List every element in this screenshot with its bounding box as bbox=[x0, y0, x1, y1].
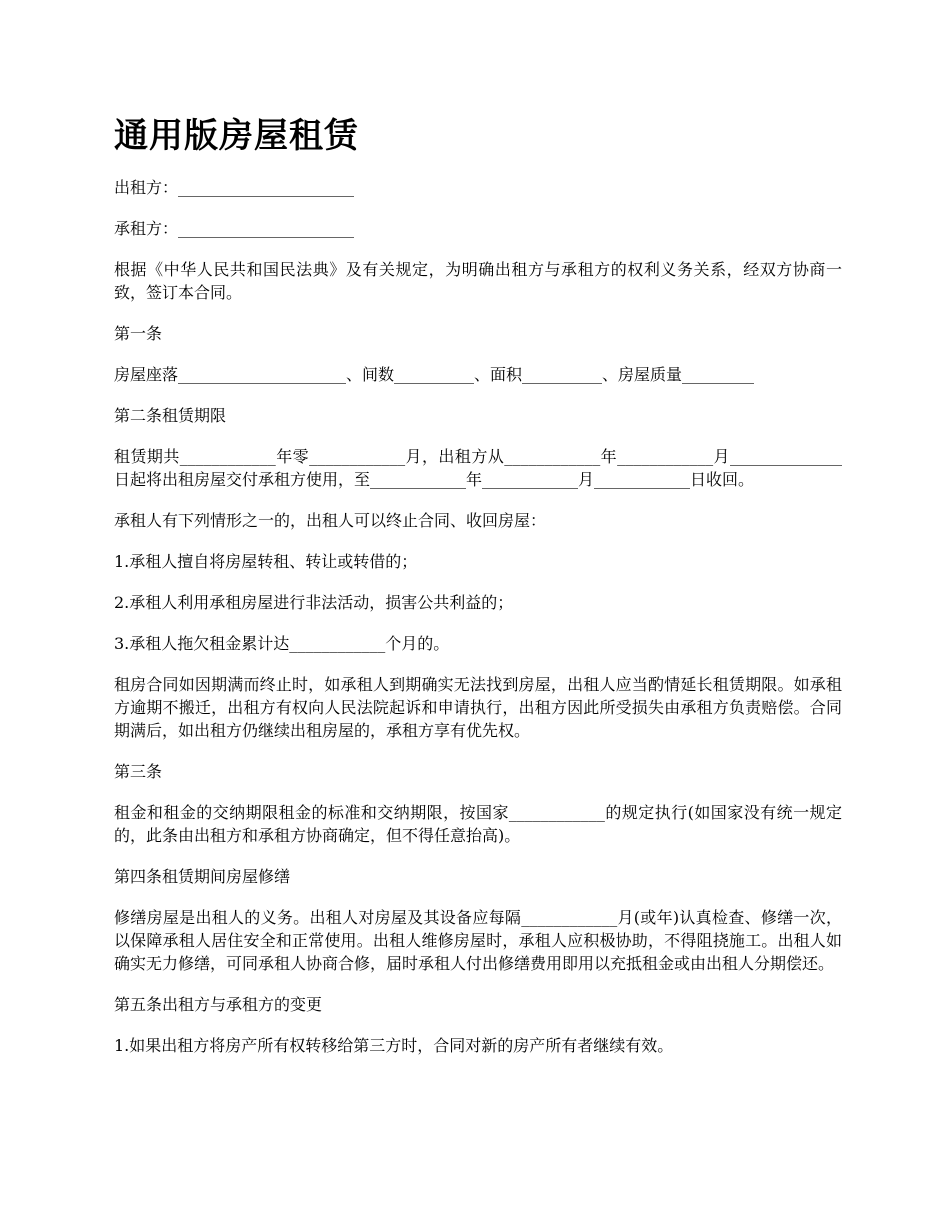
termination-intro: 承租人有下列情形之一的，出租人可以终止合同、收回房屋： bbox=[114, 511, 547, 530]
article-4-body: 修缮房屋是出租人的义务。出租人对房屋及其设备应每隔____________月(或年)认真检查、修缮一次，以保障承租人居住安全和正常使用。出租人维修房屋时，承租人应积极协助，不得阻挠施工。出租人如确实无力修缮，可同承租人协商合修，届时承租人付出修缮费用即用以充抵租金或由出租人分期偿还。 bbox=[114, 908, 842, 973]
article-3-heading: 第三条 bbox=[114, 762, 163, 781]
preamble-paragraph: 根据《中华人民共和国民法典》及有关规定，为明确出租方与承租方的权利义务关系，经双方协商一致，签订本合同。 bbox=[114, 260, 842, 302]
termination-item-1: 1.承租人擅自将房屋转租、转让或转借的； bbox=[114, 552, 418, 571]
termination-item-3: 3.承租人拖欠租金累计达____________个月的。 bbox=[114, 634, 450, 653]
article-3-body: 租金和租金的交纳期限租金的标准和交纳期限，按国家____________的规定执行(如国家没有统一规定的，此条由出租方和承租方协商确定，但不得任意抬高)。 bbox=[114, 803, 842, 845]
document-title: 通用版房屋租赁 bbox=[114, 116, 359, 156]
article-2-heading: 第二条租赁期限 bbox=[114, 406, 227, 425]
lessor-line: 出租方：______________________ bbox=[114, 178, 355, 197]
article-2-body: 租赁期共____________年零____________月，出租方从____________年____________月______________日起将出租房屋交付承租方使用，至____________年____________月____________日收回。 bbox=[114, 447, 842, 489]
expiry-paragraph: 租房合同如因期满而终止时，如承租人到期确实无法找到房屋，出租人应当酌情延长租赁期限。如承租方逾期不搬迁，出租方有权向人民法院起诉和申请执行，出租方因此所受损失由承租方负责赔偿。合同期满后，如出租方仍继续出租房屋的，承租方享有优先权。 bbox=[114, 675, 842, 740]
lessee-line: 承租方：______________________ bbox=[114, 219, 355, 238]
article-1-heading: 第一条 bbox=[114, 324, 163, 343]
article-5-item-1: 1.如果出租方将房产所有权转移给第三方时，合同对新的房产所有者继续有效。 bbox=[114, 1036, 674, 1055]
document-page bbox=[114, 110, 842, 1075]
article-1-body: 房屋座落_____________________、间数__________、面积__________、房屋质量_________ bbox=[114, 365, 755, 384]
article-5-heading: 第五条出租方与承租方的变更 bbox=[114, 995, 323, 1014]
termination-item-2: 2.承租人利用承租房屋进行非法活动，损害公共利益的； bbox=[114, 593, 514, 612]
article-4-heading: 第四条租赁期间房屋修缮 bbox=[114, 867, 291, 886]
